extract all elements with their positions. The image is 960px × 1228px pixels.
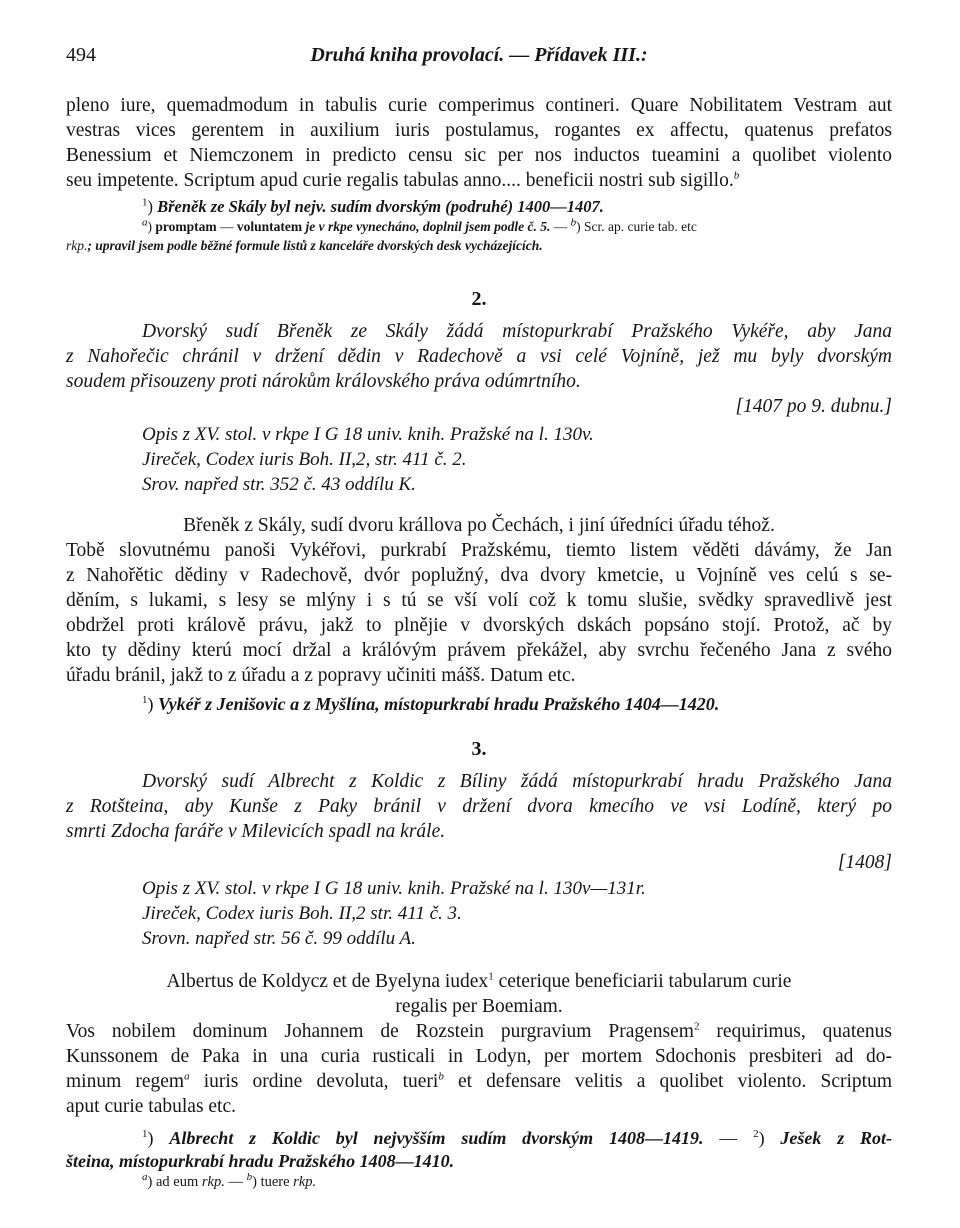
document-heading [66,969,892,1019]
footnote-text: Vykéř z Jenišovic a z Myšlína, místopurkrabí hradu Pražského 1404—1420. [158,694,720,714]
summary-line: z Rotšteina, aby Kunše z Paky bránil v držení dvora kmecího ve vsi Lodíně, který po [66,796,892,817]
source-line: Srov. napřed str. 352 č. 43 oddílu K. [142,474,416,495]
source-line: Jireček, Codex iuris Boh. II,2 str. 411 č. 3. [142,903,462,924]
body-line [66,1069,892,1094]
footnote-mark: 1 [142,694,148,706]
document-heading: Břeněk z Skály, sudí dvoru krállova po Čechách, i jiní úředníci úřadu téhož. [183,515,775,536]
document-body [66,1019,892,1119]
body-line [66,1019,892,1044]
source-line: Opis z XV. stol. v rkpe I G 18 univ. knih. Pražské na l. 130v—131r. [142,878,646,899]
document-body [66,538,892,688]
source-list [66,422,892,497]
footnote-sep: — [216,219,237,234]
source-line: Srovn. napřed str. 56 č. 99 oddílu A. [142,928,416,949]
footnote-b-cont [66,236,892,255]
footnote-ref: b [733,169,740,182]
footnote-text: Břeněk ze Skály byl nejv. sudím dvorským (podruhé) 1400—1407. [157,197,604,216]
source-line: Opis z XV. stol. v rkpe I G 18 univ. knih. Pražské na l. 130v. [142,424,594,445]
footnote-abbr: rkp. [293,1174,317,1190]
summary-line: Dvorský sudí Albrecht z Koldic z Bíliny žádá místopurkrabí hradu Pražského Jana [142,771,892,792]
page-number: 494 [66,44,96,66]
body-line: kto ty dědiny kterú mocí držal a králóvým právem překážel, aby svrchu řečeného Jana z svého [66,640,892,661]
heading-text: regalis per Boemiam. [395,996,563,1017]
footnote-word: promptam [155,219,217,234]
section-date: [1408] [837,852,892,873]
footnote-mark: 1 [142,196,148,209]
running-title: Druhá kniha provolací. — Přídavek III.: [310,44,648,66]
body-text: Vos nobilem dominum Johannem de Rozstein purgravium Pragensem [66,1021,694,1042]
body-line: obdržel proti králově právu, jakž to plnějie v dvorských dskách popsáno stojí. Protož, ač by [66,615,892,636]
intro-line: Benessium et Niemczonem in predicto censu sic per nos inductos tueamini a quolibet violento [66,145,892,166]
intro-paragraph [66,93,892,193]
summary-line: soudem přisouzeny proti nárokům královského práva odúmrtního. [66,371,581,392]
body-text: iuris ordine devoluta, tueri [189,1071,439,1092]
footnote-mark: 2 [753,1128,759,1140]
footnote-mark: b [570,216,577,229]
footnote-ref: 1 [488,970,494,983]
section-number: 2. [471,288,487,310]
section-footnote: $^1$) Albrecht z Koldic byl nejvyšším sudím dvorským 1408—1419. — $^2$) Ješek z Rot- [142,1128,893,1148]
body-line: Kunssonem de Paka in una curia rusticali in Lodyn, per mortem Sdochonis presbiteri ad do- [66,1046,892,1067]
body-line: děním, s lukami, s lesy se mlýny i s tú se vší volí což k tomu slušie, svědky spravedlivě jest [66,590,892,611]
footnote-mark: b [246,1171,253,1184]
body-line-text: Tobě slovutnému panoši Vykéřovi, purkrabí Pražskému, tiemto listem věděti dávámy, že Jan [66,540,892,561]
summary-line: z Nahořečic chránil v držení dědin v Radechově a vsi celé Vojníně, jež mu byly dvorským [66,346,892,367]
body-text: et defensare velitis a quolibet violento. Scriptum [443,1071,892,1092]
source-line: Jireček, Codex iuris Boh. II,2, str. 411 č. 2. [142,449,467,470]
section-3 [66,738,892,1192]
footnote-sep: — [224,1174,247,1190]
footnote-ref: a [184,1070,190,1083]
footnote-abbr: rkp. [66,238,88,253]
body-line: z Nahořětic dědiny v Radechově, dvór poplužný, dva dvory kmetcie, u Vojníně ves celú s se- [66,565,892,586]
footnote-mark: a [142,216,148,229]
heading-text: ceterique beneficiarii tabularum curie [493,971,792,992]
footnote-1: $^1$) Břeněk ze Skály byl nejv. sudím dvorským (podruhé) 1400—1407. [142,196,604,216]
source-list [66,876,892,951]
section-number: 3. [471,738,487,760]
footnote-text: tuere [260,1174,290,1190]
footnote-ref: 2 [693,1020,700,1033]
body-line: úřadu bránil, jakž to z úřadu a z popravy učiniti mášš. Datum etc. [66,665,576,686]
intro-footnotes [66,196,892,255]
body-line: aput curie tabulas etc. [66,1096,237,1117]
footnote-text: ; upravil jsem podle běžné formule listů z kanceláře dvorských desk vycházejících. [87,238,543,253]
body-text: requirimus, quatenus [699,1021,892,1042]
footnote-text: Albrecht z Koldic byl nejvyšším sudím dvorským 1408—1419. [169,1128,704,1148]
summary-line: smrti Zdocha faráře v Milevicích spadl na krále. [66,821,446,842]
intro-line: pleno iure, quemadmodum in tabulis curie comperimus contineri. Quare Nobilitatem Vestram aut [66,95,892,116]
footnote-mark: 1 [142,1128,148,1140]
section-summary [66,769,892,844]
footnote-text: Ješek z Rot- [780,1128,893,1148]
body-text: minum regem [66,1071,185,1092]
section-date: [1407 po 9. dubnu.] [735,396,892,417]
intro-line [66,168,892,193]
footnote-text: ad eum [155,1174,199,1190]
intro-line: vestras vices gerentem in auxilium iuris postulamus, rogantes ex affectu, quatenus prefatos [66,120,892,141]
footnote-ref: b [438,1070,444,1083]
heading-text: Albertus de Koldycz et de Byelyna iudex [166,971,489,992]
summary-line: Dvorský sudí Břeněk ze Skály žádá místopurkrabí Pražského Vykéře, aby Jana [142,321,892,342]
page-header [66,44,892,72]
section-summary [66,319,892,394]
footnote-word: voluntatem [236,219,303,234]
section-footnote: $^1$) Vykéř z Jenišovic a z Myšlína, místopurkrabí hradu Pražského 1404—1420. [142,694,720,714]
document-page [66,0,892,1228]
footnote-sep: — [703,1128,754,1148]
footnote-text: Scr. ap. curie tab. etc [583,219,697,234]
apparatus-notes: $^a$) ad eum rkp. — $^b$) tuere rkp. [142,1171,317,1190]
footnote-abbr: rkp. [201,1174,225,1190]
intro-line-text: seu impetente. Scriptum apud curie regalis tabulas anno.... beneficii nostri sub sigillo. [66,170,734,191]
section-2 [66,288,892,715]
footnote-text: je v rkpe vynecháno, doplnil jsem podle č. 5. [302,219,551,234]
footnote-text: šteina, místopurkrabí hradu Pražského 1408—1410. [66,1151,455,1171]
footnote-mark: a [142,1171,148,1184]
section-footnote-cont [66,1150,892,1173]
body-line [66,538,892,563]
footnote-a: $^a$) promptam — voluntatem je v rkpe vynecháno, doplnil jsem podle č. 5. — $^b$) Scr. ap. curie tab. etc [142,216,697,234]
